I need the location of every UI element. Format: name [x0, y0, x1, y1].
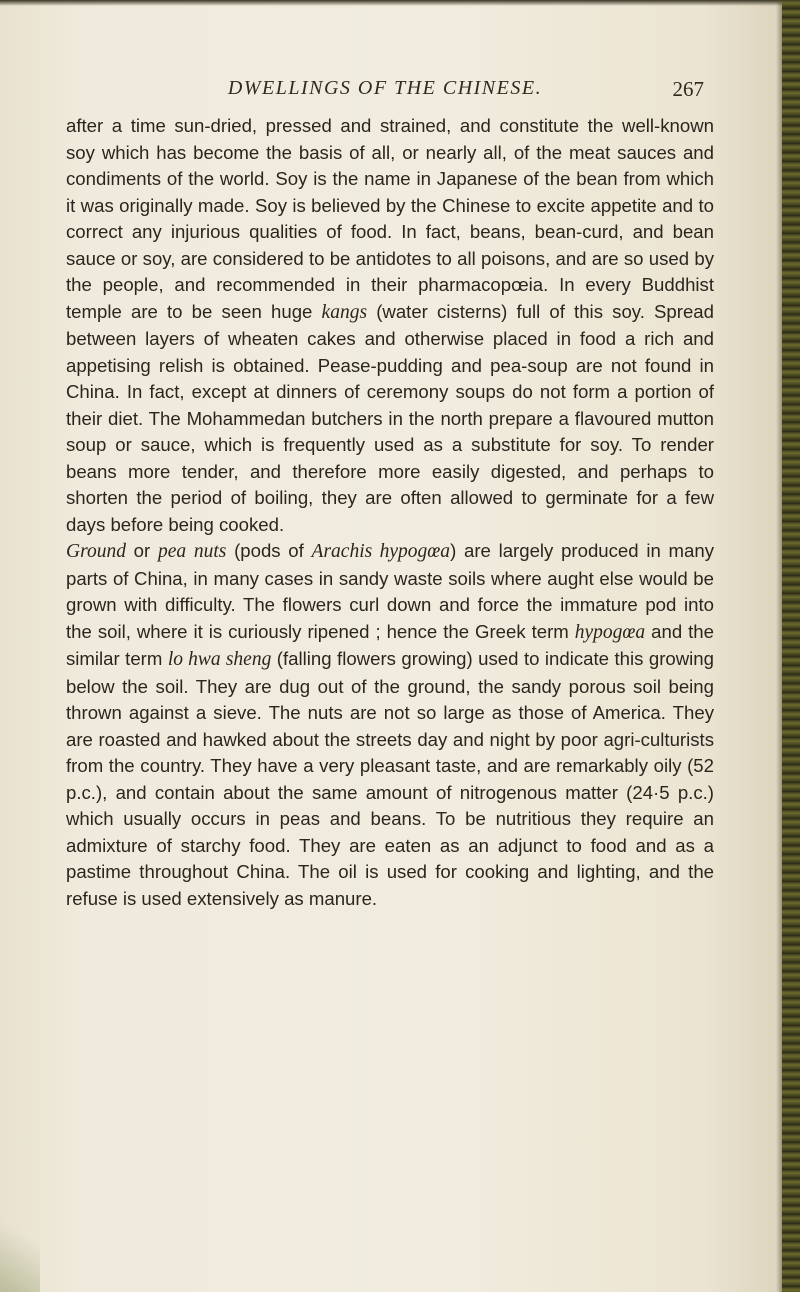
italic-term: kangs — [321, 301, 368, 323]
top-edge-shadow — [0, 0, 782, 6]
running-title: DWELLINGS OF THE CHINESE. — [227, 77, 543, 99]
italic-term: hypogœa — [574, 621, 646, 643]
paragraph-2 — [66, 538, 714, 912]
text-run: (falling flowers growing) used to indicate this growing below the soil. They are dug out of the ground, the sandy porous soil being thrown against a sieve. The nuts are not so large as those of America. They are roasted and hawked about the streets day and night by poor agri-culturists from the country. They have a very pleasant taste, and are remarkably oily (52 p.c.), and contain about the same amount of nitrogenous matter (24·5 p.c.) which usually occurs in peas and beans. To be nutritious they require an admixture of starchy food. They are eaten as an adjunct to food and as a pastime throughout China. The oil is used for cooking and lighting, and the refuse is used extensively as manure. — [66, 648, 714, 909]
running-head — [66, 77, 704, 107]
text-run: ) are largely produced in many parts of China, in many cases in sandy waste soils where aught else would be grown with difficulty. The flowers curl down and force the immature pod into the soil, where it is curiously ripened ; hence the Greek term — [66, 540, 714, 642]
italic-term: Ground — [66, 541, 126, 562]
italic-term: lo hwa sheng — [167, 649, 272, 670]
text-run: or — [125, 540, 158, 561]
paragraph-1 — [66, 113, 714, 538]
text-run: (pods of — [226, 540, 312, 561]
book-edge — [782, 0, 800, 1292]
page-stain — [0, 1212, 40, 1292]
italic-term: pea — [157, 541, 187, 562]
text-run — [186, 540, 194, 561]
italic-term: nuts — [193, 541, 227, 562]
text-run: and the similar term — [66, 620, 714, 669]
italic-term: Arachis hypogœa — [311, 541, 451, 562]
text-run: (water cisterns) full of this soy. Spread between layers of wheaten cakes and otherwise placed in food a rich and appetising relish is obtained. Pease-pudding and pea-soup are not found in China. In fact, except at dinners of ceremony soups do not form a portion of their diet. The Mohammedan butchers in the north prepare a flavoured mutton soup or sauce, which is frequently used as a substitute for soy. To render beans more tender, and therefore more easily digested, and perhaps to shorten the period of boiling, they are often allowed to germinate for a few days before being cooked. — [66, 300, 714, 535]
body-text — [66, 113, 714, 912]
page-number: 267 — [672, 77, 704, 101]
text-run: after a time sun-dried, pressed and strained, and constitute the well-known soy which has become the basis of all, or nearly all, of the meat sauces and condiments of the world. Soy is the name in Japanese of the bean from which it was originally made. Soy is believed by the Chinese to excite appetite and to correct any injurious qualities of food. In fact, beans, bean-curd, and bean sauce or soy, are considered to be antidotes to all poisons, and are so used by the people, and recommended in their pharmacopœia. In every Buddhist temple are to be seen huge — [66, 115, 714, 322]
